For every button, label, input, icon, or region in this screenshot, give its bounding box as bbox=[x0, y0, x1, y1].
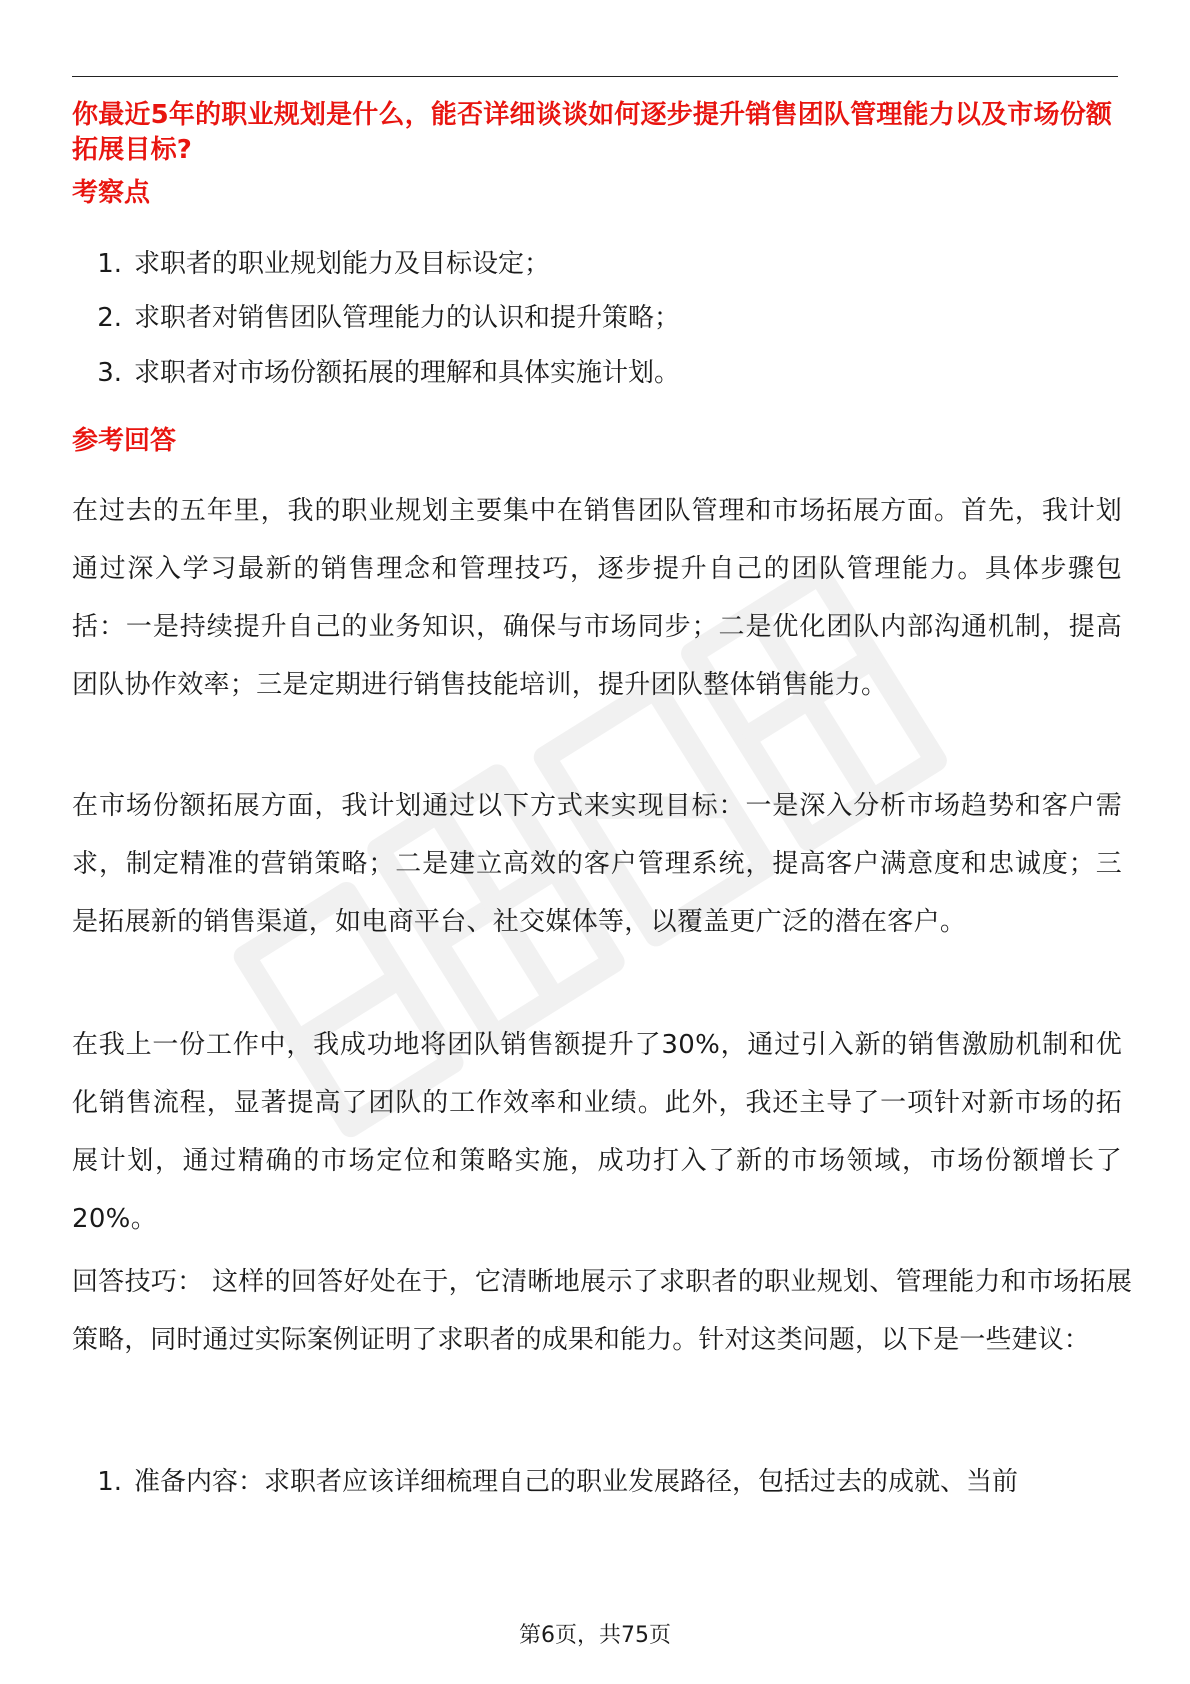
page-number: 第6页，共75页 bbox=[519, 1623, 671, 1648]
answer-title: 参考回答 bbox=[72, 426, 177, 456]
answer-paragraph: 在过去的五年里，我的职业规划主要集中在销售团队管理和市场拓展方面。首先，我计划通过深入学习最新的销售理念和管理技巧，逐步提升自己的团队管理能力。具体步骤包括：一是持续提升自己的业务知识，确保与市场同步；二是优化团队内部沟通机制，提高团队协作效率；三是定期进行销售技能培训，提升团队整体销售能力。 bbox=[72, 496, 1122, 700]
answer-tips-paragraph: 回答技巧： 这样的回答好处在于，它清晰地展示了求职者的职业规划、管理能力和市场拓展策略，同时通过实际案例证明了求职者的成果和能力。针对这类问题，以下是一些建议： bbox=[72, 1267, 1132, 1355]
list-item-text: 准备内容：求职者应该详细梳理自己的职业发展路径，包括过去的成就、当前 bbox=[134, 1467, 1019, 1497]
list-item bbox=[72, 353, 680, 393]
assessment-title: 考察点 bbox=[72, 178, 151, 208]
list-item-number: 1. bbox=[97, 249, 122, 279]
question-heading: 你最近5年的职业规划是什么，能否详细谈谈如何逐步提升销售团队管理能力以及市场份额拓展目标? bbox=[72, 100, 1113, 165]
list-item-number: 1. bbox=[97, 1467, 122, 1497]
list-item-text: 求职者对销售团队管理能力的认识和提升策略； bbox=[134, 303, 681, 333]
top-divider bbox=[72, 76, 1118, 77]
list-item bbox=[72, 1462, 1018, 1502]
answer-paragraph: 在我上一份工作中，我成功地将团队销售额提升了30%，通过引入新的销售激励机制和优化销售流程，显著提高了团队的工作效率和业绩。此外，我还主导了一项针对新市场的拓展计划，通过精确的市场定位和策略实施，成功打入了新的市场领域，市场份额增长了20%。 bbox=[72, 1030, 1122, 1234]
list-item bbox=[72, 298, 680, 338]
list-item-text: 求职者的职业规划能力及目标设定； bbox=[134, 249, 551, 279]
list-item-number: 2. bbox=[97, 303, 122, 333]
answer-paragraph: 在市场份额拓展方面，我计划通过以下方式来实现目标：一是深入分析市场趋势和客户需求，制定精准的营销策略；二是建立高效的客户管理系统，提高客户满意度和忠诚度；三是拓展新的销售渠道，如电商平台、社交媒体等，以覆盖更广泛的潜在客户。 bbox=[72, 791, 1122, 937]
list-item bbox=[72, 244, 550, 284]
list-item-number: 3. bbox=[97, 358, 122, 388]
list-item-text: 求职者对市场份额拓展的理解和具体实施计划。 bbox=[134, 358, 681, 388]
